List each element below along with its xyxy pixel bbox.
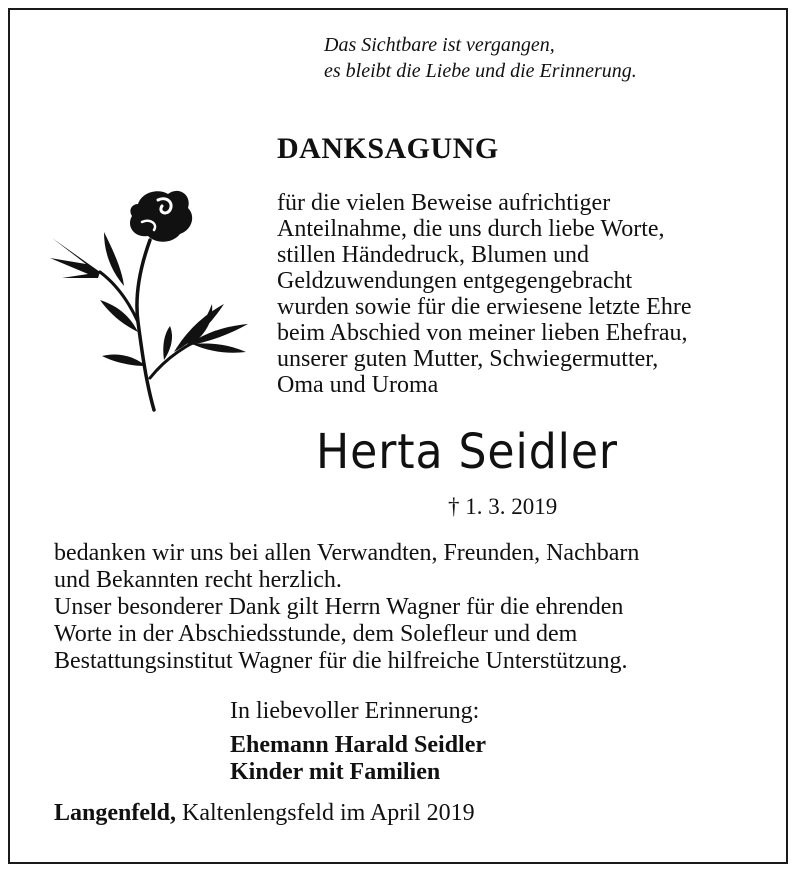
intro-line: Anteilnahme, die uns durch liebe Worte, <box>277 216 665 242</box>
signer-line: Ehemann Harald Seidler <box>230 732 487 758</box>
body-line: Worte in der Abschiedsstunde, dem Solefleur und dem <box>54 621 578 647</box>
body-line: und Bekannten recht herzlich. <box>54 567 342 593</box>
rose-flower-icon <box>46 182 252 414</box>
heading: DANKSAGUNG <box>277 132 499 165</box>
intro-line: Oma und Uroma <box>277 372 439 398</box>
signer-line: Kinder mit Familien <box>230 759 441 785</box>
signers <box>230 732 486 786</box>
motto-line-1: Das Sichtbare ist vergangen, <box>324 34 555 56</box>
intro-line: unserer guten Mutter, Schwiegermutter, <box>277 346 659 372</box>
intro-line: wurden sowie für die erwiesene letzte Ehre <box>277 294 692 320</box>
motto-line-2: es bleibt die Liebe und die Erinnerung. <box>324 60 637 82</box>
body-line: Bestattungsinstitut Wagner für die hilfreiche Unterstützung. <box>54 648 628 674</box>
intro-line: beim Abschied von meiner lieben Ehefrau, <box>277 320 688 346</box>
intro-text <box>277 190 777 398</box>
intro-line: Geldzuwendungen entgegengebracht <box>277 268 633 294</box>
place-town: Langenfeld, <box>54 800 177 826</box>
body-line: bedanken wir uns bei allen Verwandten, Freunden, Nachbarn <box>54 540 640 566</box>
place-date <box>54 800 475 827</box>
death-date: † 1. 3. 2019 <box>448 494 558 519</box>
deceased-name: Herta Seidler <box>316 424 619 480</box>
memory-line: In liebevoller Erinnerung: <box>230 698 480 724</box>
body-text <box>54 540 774 675</box>
motto <box>264 32 744 84</box>
intro-line: stillen Händedruck, Blumen und <box>277 242 589 268</box>
place-rest: Kaltenlengsfeld im April 2019 <box>176 800 475 826</box>
intro-line: für die vielen Beweise aufrichtiger <box>277 190 611 216</box>
body-line: Unser besonderer Dank gilt Herrn Wagner für die ehrenden <box>54 594 624 620</box>
